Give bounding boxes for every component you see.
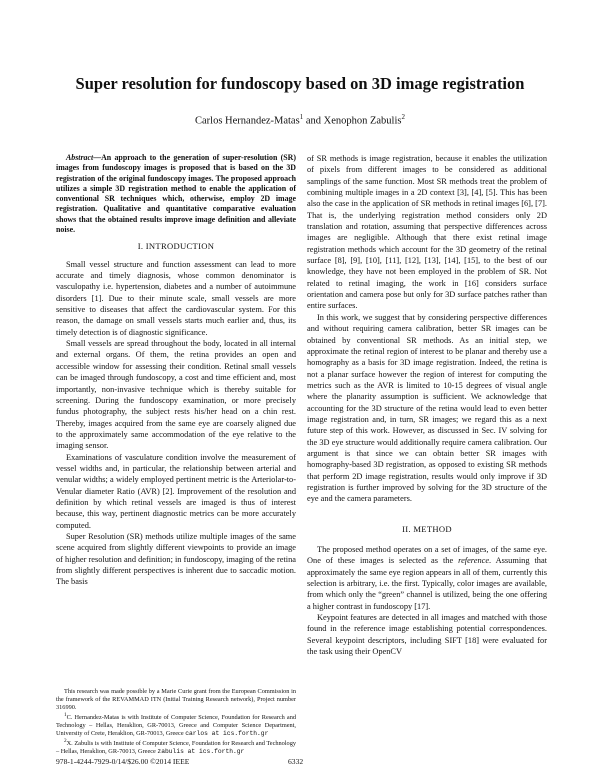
intro-paragraph-4: Super Resolution (SR) methods utilize multiple images of the same scene acquired from slightly different viewpoints to provide an image of higher resolution and definition; in fundoscopy, imaging of the retina from slightly different perspectives is inherent due to saccadic motion. The basis <box>56 531 296 587</box>
author-line <box>30 110 570 129</box>
intro-paragraph-2: Small vessels are spread throughout the body, located in all internal and external organs. Of them, the retina provides an open and accessible window for assessing their condition. Retinal small vessels can be imaged through fundoscopy, a cost and time efficient and, most importantly, non-invasive technique which is thereby suitable for screening. During the fundoscopy examination, or more precisely fundus photography, the subject rests his/her head on a chin rest. Thereby, images acquired from the same eye are coarsely aligned due to the approximately same accommodation of the eye relative to the imaging sensor. <box>56 339 296 451</box>
left-column <box>56 153 296 588</box>
paper-title: Super resolution for fundoscopy based on 3D image registration <box>75 74 525 93</box>
footnote-1-mark: 1 <box>64 711 67 718</box>
abstract <box>56 153 296 235</box>
footnotes <box>56 688 296 755</box>
intro-paragraph-5: of SR methods is image registration, because it enables the utilization of pixels from different images to be considered as additional samplings of the same function. Most SR methods treat the problem of combining multiple images in a 2D context [3], [4], [5]. This has been also the case in the application of SR methods in retinal images [6], [7]. That is, the underlying registration method considers only 2D translation and rotation, assuming that perspective differences across images are negligible. Although that there exist retinal image registration methods which account for the 3D geometry of the retinal surface [8], [9], [10], [11], [12], [13], [14], [15], to the best of our knowledge, they have not been employed in the problem of SR. Not related to retinal imaging, the work in [16] considers surface orientation and camera pose but only for 3D surface patches rather than entire surfaces. <box>307 154 547 311</box>
author-2-mark: 2 <box>401 113 405 121</box>
footnote-1-text: C. Hernandez-Matas is with Institute of Computer Science, Foundation for Research and Technology – Hellas, Heraklion, GR-70013, Greece and Computer Science Department, University of Crete, Heraklion, GR-70013, Greece <box>56 713 296 737</box>
method-p1-emph: reference <box>458 556 490 566</box>
intro-paragraph-3: Examinations of vasculature condition involve the measurement of vessel widths and, in particular, the relationship between arterial and venular widths; a widely employed pertinent metric is the Arteriolar-to-Venular diameter Ratio (AVR) [2]. Improvement of the resolution and definition by which retinal vessels are imaged is thus of interest because, this way, pertinent diagnostic metrics can be more accurately computed. <box>56 452 296 530</box>
abstract-label: Abstract <box>66 153 94 162</box>
right-column <box>307 153 547 657</box>
intro-paragraph-6: In this work, we suggest that by considering perspective differences and without requiring camera calibration, better SR images can be obtained by conventional SR methods. As an initial step, we approximate the retinal region of interest to be planar and thereby use a homography as a basis for 3D image registration. Indeed, the retina is not a planar surface however the region of interest for computing the metrics such as the AVR is limited to 10-15 degrees of visual angle where the planarity assumption is sufficient. We acknowledge that accounting for the 3D structure of the retina would lead to even better image registration and, in turn, SR images; we regard this as a next future step of this work. However, as discussed in Sec. IV solving for the 3D eye structure would additionally require camera calibration. Our argument is that since we can obtain better SR images with homography-based 3D registration, as opposed to existing SR methods that perform 2D image registration, results would only improve if 3D registration is further improved by solving for the 3D structure of the eye and the camera parameters. <box>307 312 547 504</box>
page-number: 6332 <box>288 757 304 766</box>
footnote-1-email: carlos at ics.forth.gr <box>185 729 269 737</box>
footnote-2-text: X. Zabulis is with Institute of Computer Science, Foundation for Research and Technology – Hellas, Heraklion, GR-70013, Greece <box>56 739 296 755</box>
isbn-line: 978-1-4244-7929-0/14/$26.00 ©2014 IEEE <box>56 757 190 766</box>
method-p1-after: . Assuming that approximately the same eye region appears in all of them, currently this selection is arbitrary, i.e. the first. Typically, color images are available, from which only the “green” channel is utilized, being the one offering a higher contrast in fundoscopy [17]. <box>307 556 547 611</box>
method-paragraph-1 <box>307 544 547 612</box>
footnote-2 <box>56 738 296 756</box>
footnote-2-mark: 2 <box>64 737 67 744</box>
author-1-mark: 1 <box>299 113 304 121</box>
abstract-text: —An approach to the generation of super-resolution (SR) images from fundoscopy images is proposed that is based on the 3D registration of the original fundoscopy images. The proposed approach utilizes a simple 3D registration method to enable the application of conventional SR techniques which, otherwise, employ 2D image registration. Qualitative and quantitative comparative evaluation shows that the obtained results improve image definition and alleviate noise. <box>56 153 296 235</box>
author-1: Carlos Hernandez-Matas <box>195 115 300 127</box>
section-heading-introduction: I. INTRODUCTION <box>137 241 215 252</box>
section-heading-method: II. METHOD <box>402 523 452 534</box>
method-paragraph-2: Keypoint features are detected in all images and matched with those found in the reference image establishing potential correspondences. Several keypoint descriptors, including SIFT [18] were evaluated for the task using their OpenCV <box>307 613 547 657</box>
intro-paragraph-1: Small vessel structure and function assessment can lead to more accurate and timely diagnosis, whose common denominator is vasculopathy i.e. hypertension, diabetes and a number of autoimmune disorders [1]. Due to their minute scale, small vessels are more sensitive to diseases that affect the cardiovascular system. For this reason, the damage on small vessels starts much earlier and, thus, its timely detection is of diagnostic significance. <box>56 259 296 337</box>
author-2: Xenophon Zabulis <box>323 115 402 127</box>
footnote-1 <box>56 712 296 738</box>
footnote-2-email: zabulis at ics.forth.gr <box>157 747 245 755</box>
footnote-funding: This research was made possible by a Marie Curie grant from the European Commission in the framework of the REVAMMAD ITN (Initial Training Research network), Project number 316990. <box>56 688 296 711</box>
author-conjunction: and <box>303 115 324 127</box>
method-p1-before: The proposed method operates on a set of images, of the same eye. One of these images is selected as the <box>307 545 547 566</box>
